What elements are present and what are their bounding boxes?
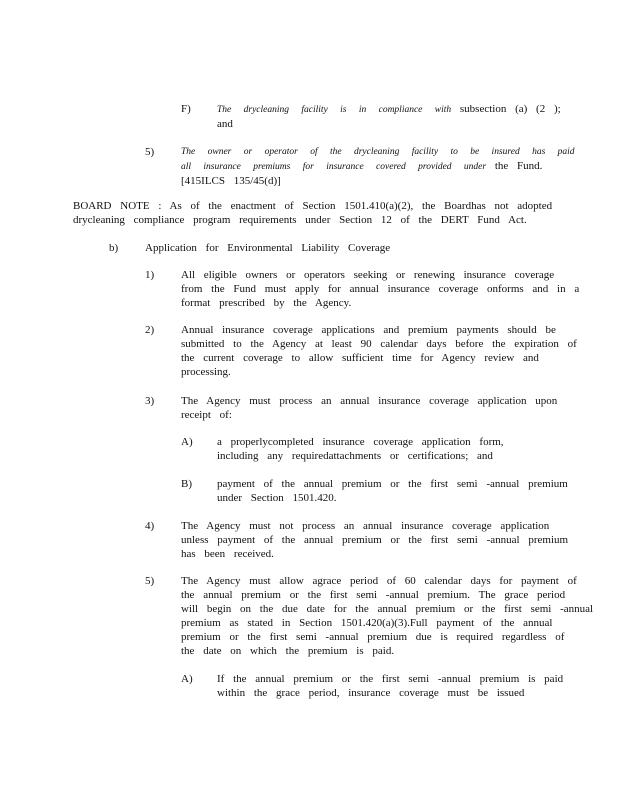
board-note-line-2: drycleaning compliance program requirements under Section 12 of the DERT Fund Act. xyxy=(73,214,527,226)
item-5-top-italic-line-2: all insurance premiums for insurance covered provided under xyxy=(181,162,487,172)
item-4-line: has been received. xyxy=(181,548,274,560)
board-note-line-1: BOARD NOTE : As of the enactment of Section 1501.410(a)(2), the Boardhas not adopted xyxy=(73,200,553,212)
item-3b-text xyxy=(217,477,568,505)
item-4-line: The Agency must not process an annual insurance coverage application xyxy=(181,520,550,532)
item-3a-text xyxy=(217,435,517,463)
item-2-line: processing. xyxy=(181,366,231,378)
item-f-text xyxy=(217,102,561,131)
item-5-line: the annual premium or the first semi -annual premium. The grace period xyxy=(181,589,566,601)
item-5-marker: 5) xyxy=(145,575,155,587)
item-f-italic-text: The drycleaning facility is in compliance with xyxy=(217,105,452,115)
item-2-line: Annual insurance coverage applications and premium payments should be xyxy=(181,324,556,336)
item-1-line: format prescribed by the Agency. xyxy=(181,297,352,309)
item-5a-line: within the grace period, insurance coverage must be issued xyxy=(217,687,525,699)
item-2-marker: 2) xyxy=(145,324,155,336)
board-note xyxy=(73,199,553,227)
item-2-text xyxy=(181,323,577,379)
item-3a-line: including any requiredattachments or certifications; and xyxy=(217,450,493,462)
item-5-top-marker: 5) xyxy=(145,146,155,158)
item-5-line: premium as stated in Section 1501.420(a)(3).Full payment of the annual xyxy=(181,617,553,629)
item-3-text xyxy=(181,394,558,422)
item-5-top-citation: [415ILCS 135/45(d)] xyxy=(181,175,281,187)
item-1-line: All eligible owners or operators seeking or renewing insurance coverage xyxy=(181,269,555,281)
item-f-marker: F) xyxy=(181,103,191,115)
item-5-line: the date on which the premium is paid. xyxy=(181,645,395,657)
item-3b-marker: B) xyxy=(181,478,192,490)
item-3b-line: under Section 1501.420. xyxy=(217,492,337,504)
item-1-line: from the Fund must apply for annual insurance coverage onforms and in a xyxy=(181,283,580,295)
item-3a-marker: A) xyxy=(181,436,193,448)
item-5-line: The Agency must allow agrace period of 60 calendar days for payment of xyxy=(181,575,577,587)
item-2-line: the current coverage to allow sufficient time for Agency review and xyxy=(181,352,539,364)
item-3-line: receipt of: xyxy=(181,409,232,421)
item-5-text xyxy=(181,574,594,658)
item-3a-line: a properlycompleted insurance coverage application form, xyxy=(217,436,504,448)
item-f-line-2: and xyxy=(217,118,233,130)
item-3-marker: 3) xyxy=(145,395,155,407)
item-5a-line: If the annual premium or the first semi -annual premium is paid xyxy=(217,673,564,685)
item-5-top-tail: the Fund. xyxy=(494,160,543,172)
section-b-heading: Application for Environmental Liability Coverage xyxy=(145,242,391,254)
item-4-text xyxy=(181,519,569,561)
item-5-top-line-1: The owner or operator of the drycleaning facility to be insured has paid xyxy=(181,147,575,157)
item-1-marker: 1) xyxy=(145,269,155,281)
item-4-marker: 4) xyxy=(145,520,155,532)
item-3b-line: payment of the annual premium or the first semi -annual premium xyxy=(217,478,568,490)
item-3-line: The Agency must process an annual insurance coverage application upon xyxy=(181,395,558,407)
item-5-line: will begin on the due date for the annual premium or the first semi -annual xyxy=(181,603,594,615)
item-f-tail-text: subsection (a) (2 ); xyxy=(459,103,561,115)
item-5-top-text xyxy=(181,145,575,188)
item-5-line: premium or the first semi -annual premium due is required regardless of xyxy=(181,631,565,643)
item-4-line: unless payment of the annual premium or the first semi -annual premium xyxy=(181,534,569,546)
item-2-line: submitted to the Agency at least 90 calendar days before the expiration of xyxy=(181,338,577,350)
item-5a-text xyxy=(217,672,564,700)
item-5a-marker: A) xyxy=(181,673,193,685)
item-1-text xyxy=(181,268,580,310)
section-b-marker: b) xyxy=(109,242,119,254)
